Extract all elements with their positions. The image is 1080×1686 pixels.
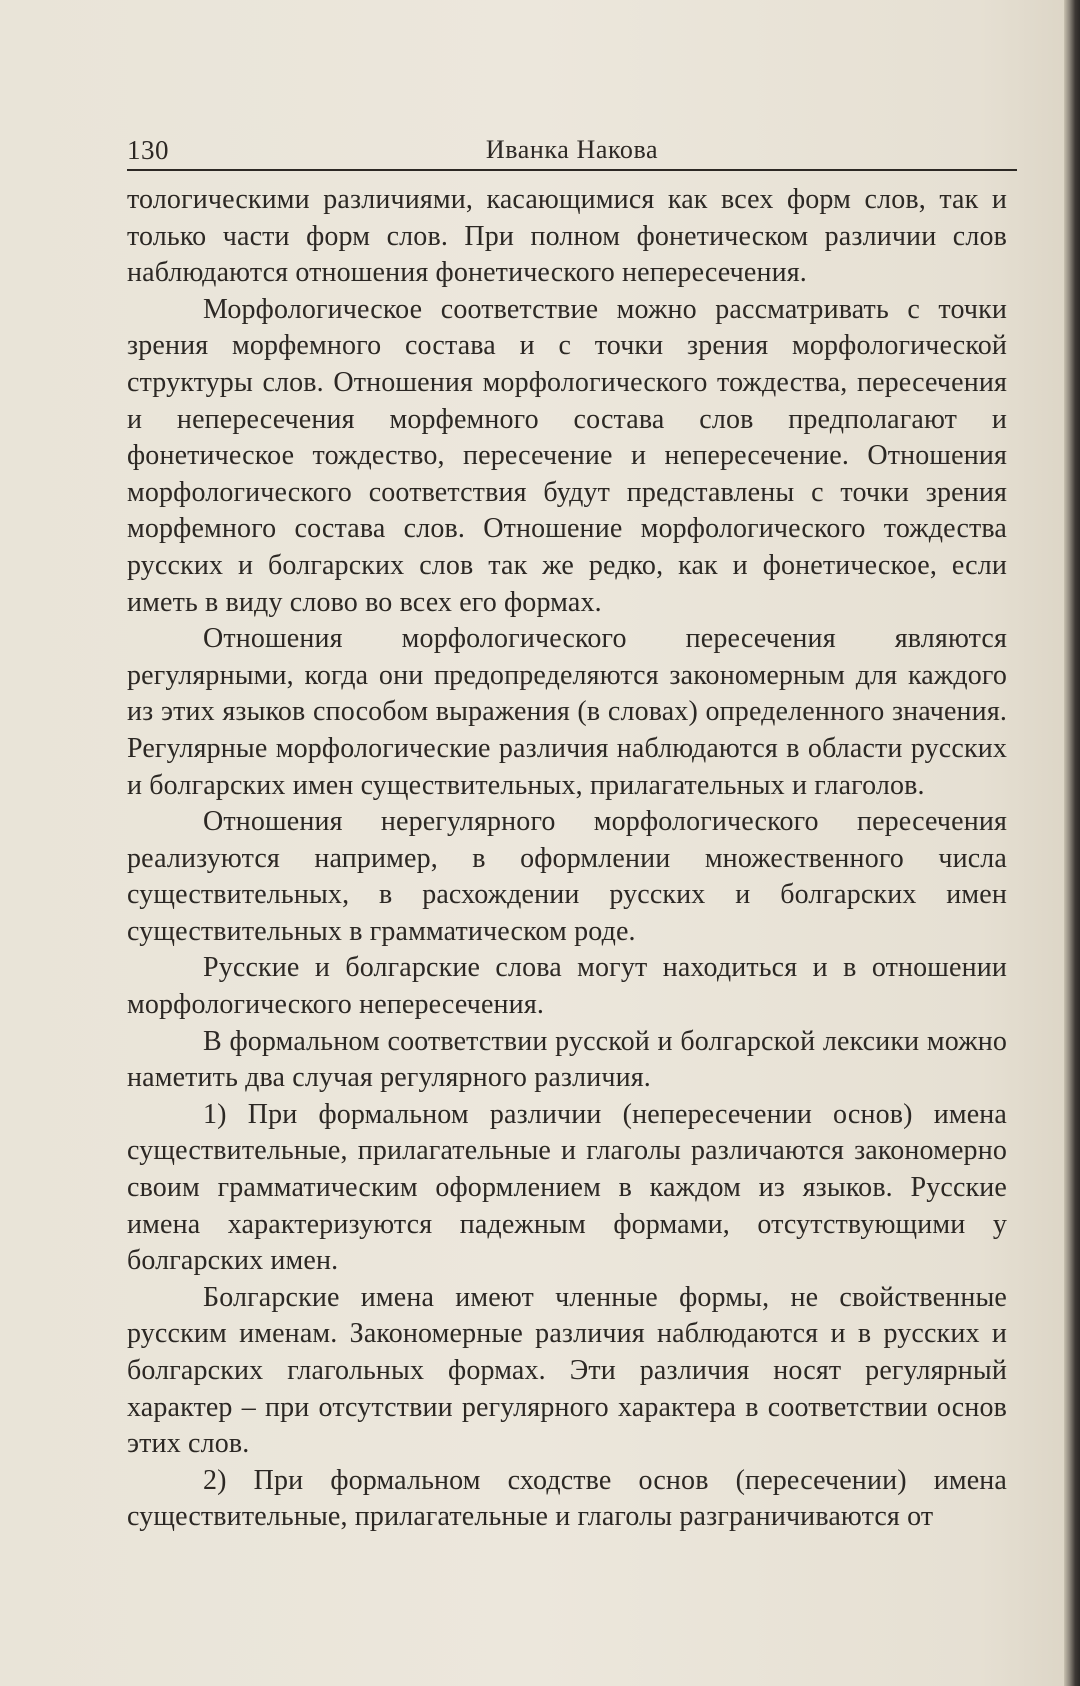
paragraph: Отношения морфологического пересечения являются регулярными, когда они предопределяются закономерным для каждого из этих языков способом выражения (в словах) определенного значения. Регулярные морфологические различия наблюдаются в области русских и болгарских имен существительных, прилагательных и глаголов. [127,623,1007,801]
page-number: 130 [127,135,169,165]
page-edge-shadow [1064,0,1080,1686]
paragraph: Русские и болгарские слова могут находиться и в отношении морфологического непересечения. [127,952,1007,1021]
paragraph: Морфологическое соответствие можно рассматривать с точки зрения морфемного состава и с точки зрения морфологической структуры слов. Отношения морфологического тождества, пересечения и непересечения морфемного состава слов предполагают и фонетическое тождество, пересечение и непересечение. Отношения морфологического соответствия будут представлены с точки зрения морфемного состава слов. Отношение морфологического тождества русских и болгарских слов так же редко, как и фонетическое, если иметь в виду слово во всех его формах. [127,293,1007,618]
paragraph: тологическими различиями, касающимися как всех форм слов, так и только части форм слов. При полном фонетическом различии слов наблюдаются отношения фонетического непересечения. [127,184,1007,289]
running-head: Иванка Накова [485,135,659,164]
body-text [127,182,1007,1536]
paragraph: В формальном соответствии русской и болгарской лексики можно наметить два случая регулярного различия. [127,1025,1007,1094]
paragraph: Болгарские имена имеют членные формы, не свойственные русским именам. Закономерные различия наблюдаются и в русских и болгарских глагольных формах. Эти различия носят регулярный характер – при отсутствии регулярного характера в соответствии основ этих слов. [127,1281,1007,1460]
page-header [127,131,1017,171]
paragraph: Отношения нерегулярного морфологического пересечения реализуются например, в оформлении множественного числа существительных, в расхождении русских и болгарских имен существительных в грамматическом роде. [127,806,1007,947]
paragraph: 2) При формальном сходстве основ (пересечении) имена существительные, прилагательные и глаголы разграничиваются от [127,1464,1007,1533]
paragraph: 1) При формальном различии (непересечении основ) имена существительные, прилагательные и глаголы различаются закономерно своим грамматическим оформлением в каждом из языков. Русские имена характеризуются падежным формами, отсутствующими у болгарских имен. [127,1098,1007,1277]
